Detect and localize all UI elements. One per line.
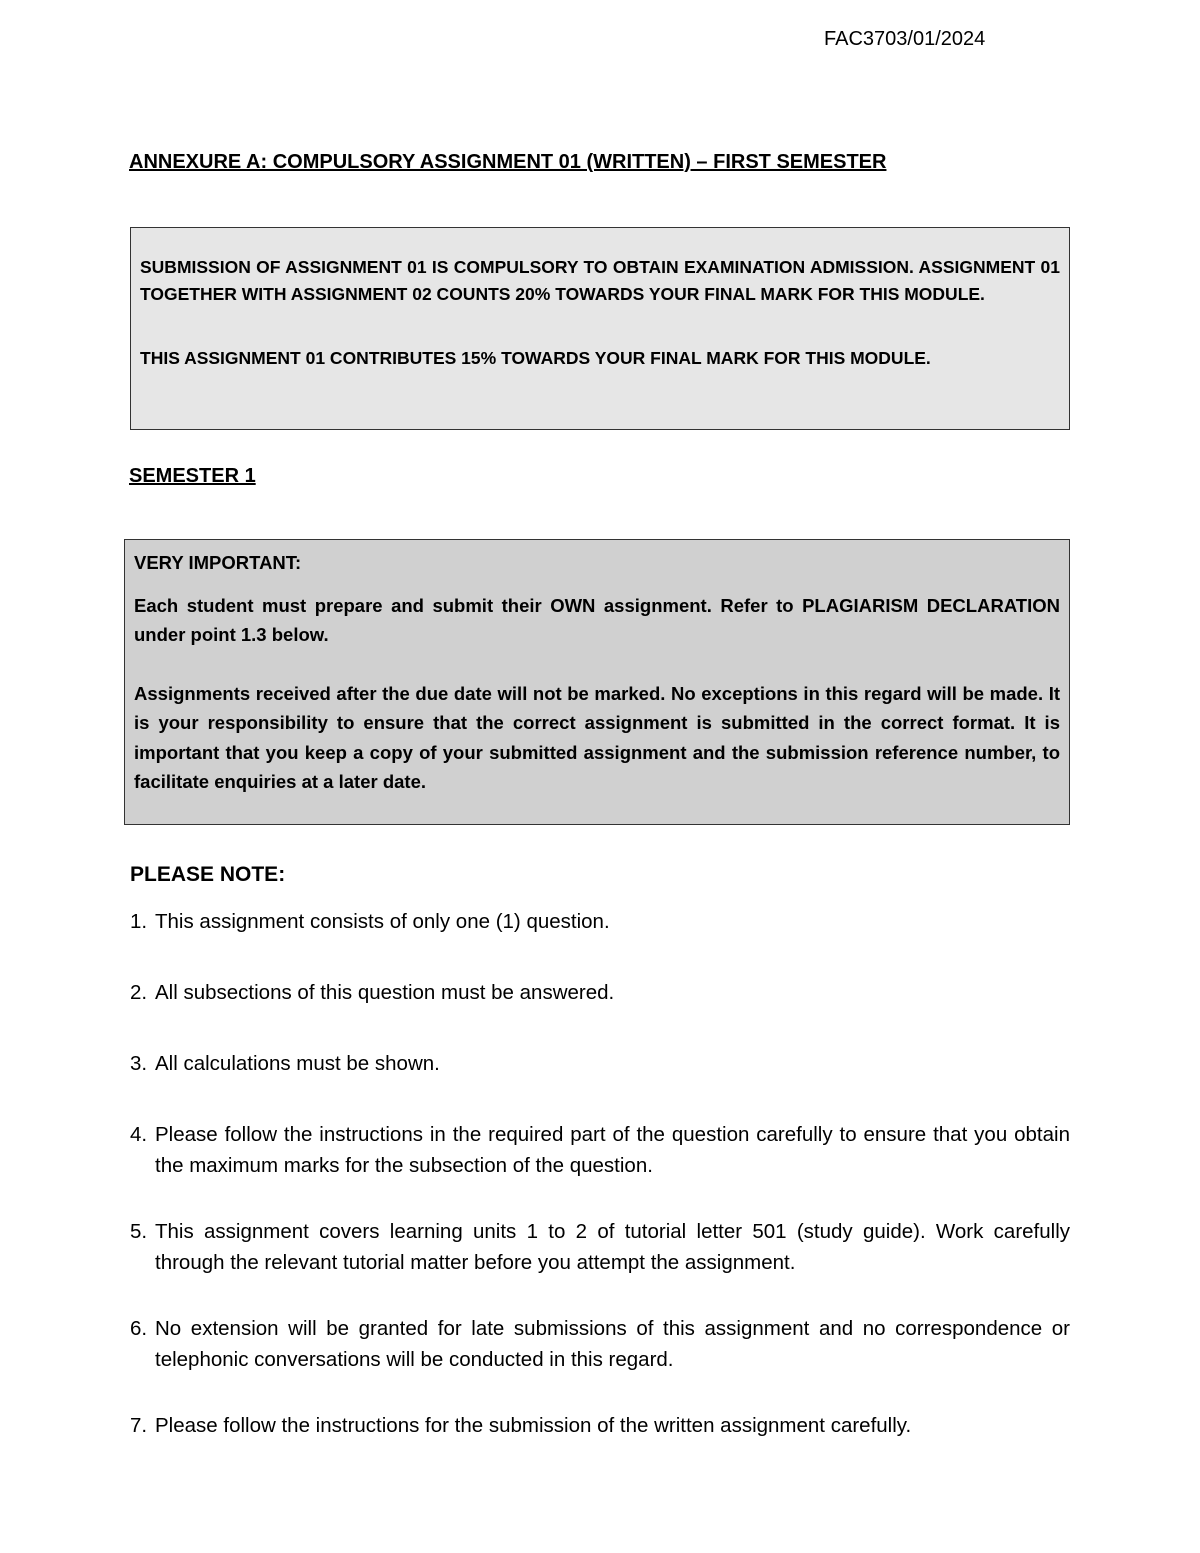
list-item-number: 1. bbox=[130, 910, 148, 933]
list-item-text: No extension will be granted for late submissions of this assignment and no correspondence or telephonic conversations will be conducted in this regard. bbox=[155, 1317, 1070, 1371]
list-item bbox=[130, 906, 1070, 937]
list-item bbox=[130, 1216, 1070, 1278]
list-item-number: 6. bbox=[130, 1317, 148, 1340]
list-item-number: 2. bbox=[130, 981, 148, 1004]
list-item-text: All subsections of this question must be answered. bbox=[155, 981, 615, 1004]
list-item bbox=[130, 1313, 1070, 1375]
list-item-text: Please follow the instructions for the submission of the written assignment carefully. bbox=[155, 1414, 912, 1437]
important-paragraph-2: Assignments received after the due date will not be marked. No exceptions in this regard will be made. It is your responsibility to ensure that the correct assignment is submitted in the correct format. It is important that you keep a copy of your submitted assignment and the submission reference number, to facilitate enquiries at a later date. bbox=[134, 682, 1060, 792]
compulsory-notice-box bbox=[130, 227, 1070, 430]
compulsory-notice-paragraph-2: THIS ASSIGNMENT 01 CONTRIBUTES 15% TOWARDS YOUR FINAL MARK FOR THIS MODULE. bbox=[140, 348, 931, 368]
list-item-number: 3. bbox=[130, 1052, 148, 1075]
list-item-number: 4. bbox=[130, 1123, 148, 1146]
list-item-text: Please follow the instructions in the required part of the question carefully to ensure that you obtain the maximum marks for the subsection of the question. bbox=[155, 1123, 1070, 1177]
list-item-text: This assignment consists of only one (1) question. bbox=[155, 910, 610, 933]
annexure-title: ANNEXURE A: COMPULSORY ASSIGNMENT 01 (WRITTEN) – FIRST SEMESTER bbox=[129, 151, 887, 173]
list-item-number: 7. bbox=[130, 1414, 148, 1437]
compulsory-notice-paragraph-1: SUBMISSION OF ASSIGNMENT 01 IS COMPULSORY TO OBTAIN EXAMINATION ADMISSION. ASSIGNMENT 01 TOGETHER WITH ASSIGNMENT 02 COUNTS 20% TOWARDS YOUR FINAL MARK FOR THIS MODULE. bbox=[140, 257, 1060, 304]
list-item-number: 5. bbox=[130, 1220, 148, 1243]
list-item-text: All calculations must be shown. bbox=[155, 1052, 440, 1075]
important-paragraph-1: Each student must prepare and submit their OWN assignment. Refer to PLAGIARISM DECLARATION under point 1.3 below. bbox=[134, 594, 1060, 645]
list-item bbox=[130, 1410, 1070, 1441]
semester-title: SEMESTER 1 bbox=[129, 465, 256, 487]
notes-list bbox=[130, 906, 1070, 1481]
please-note-title: PLEASE NOTE: bbox=[130, 863, 286, 886]
list-item bbox=[130, 1119, 1070, 1181]
list-item bbox=[130, 977, 1070, 1008]
list-item-text: This assignment covers learning units 1 to 2 of tutorial letter 501 (study guide). Work carefully through the relevant tutorial matter before you attempt the assignment. bbox=[155, 1220, 1070, 1274]
document-code: FAC3703/01/2024 bbox=[824, 28, 986, 50]
important-heading: VERY IMPORTANT: bbox=[134, 552, 302, 573]
important-notice-box bbox=[124, 539, 1070, 825]
list-item bbox=[130, 1048, 1070, 1079]
